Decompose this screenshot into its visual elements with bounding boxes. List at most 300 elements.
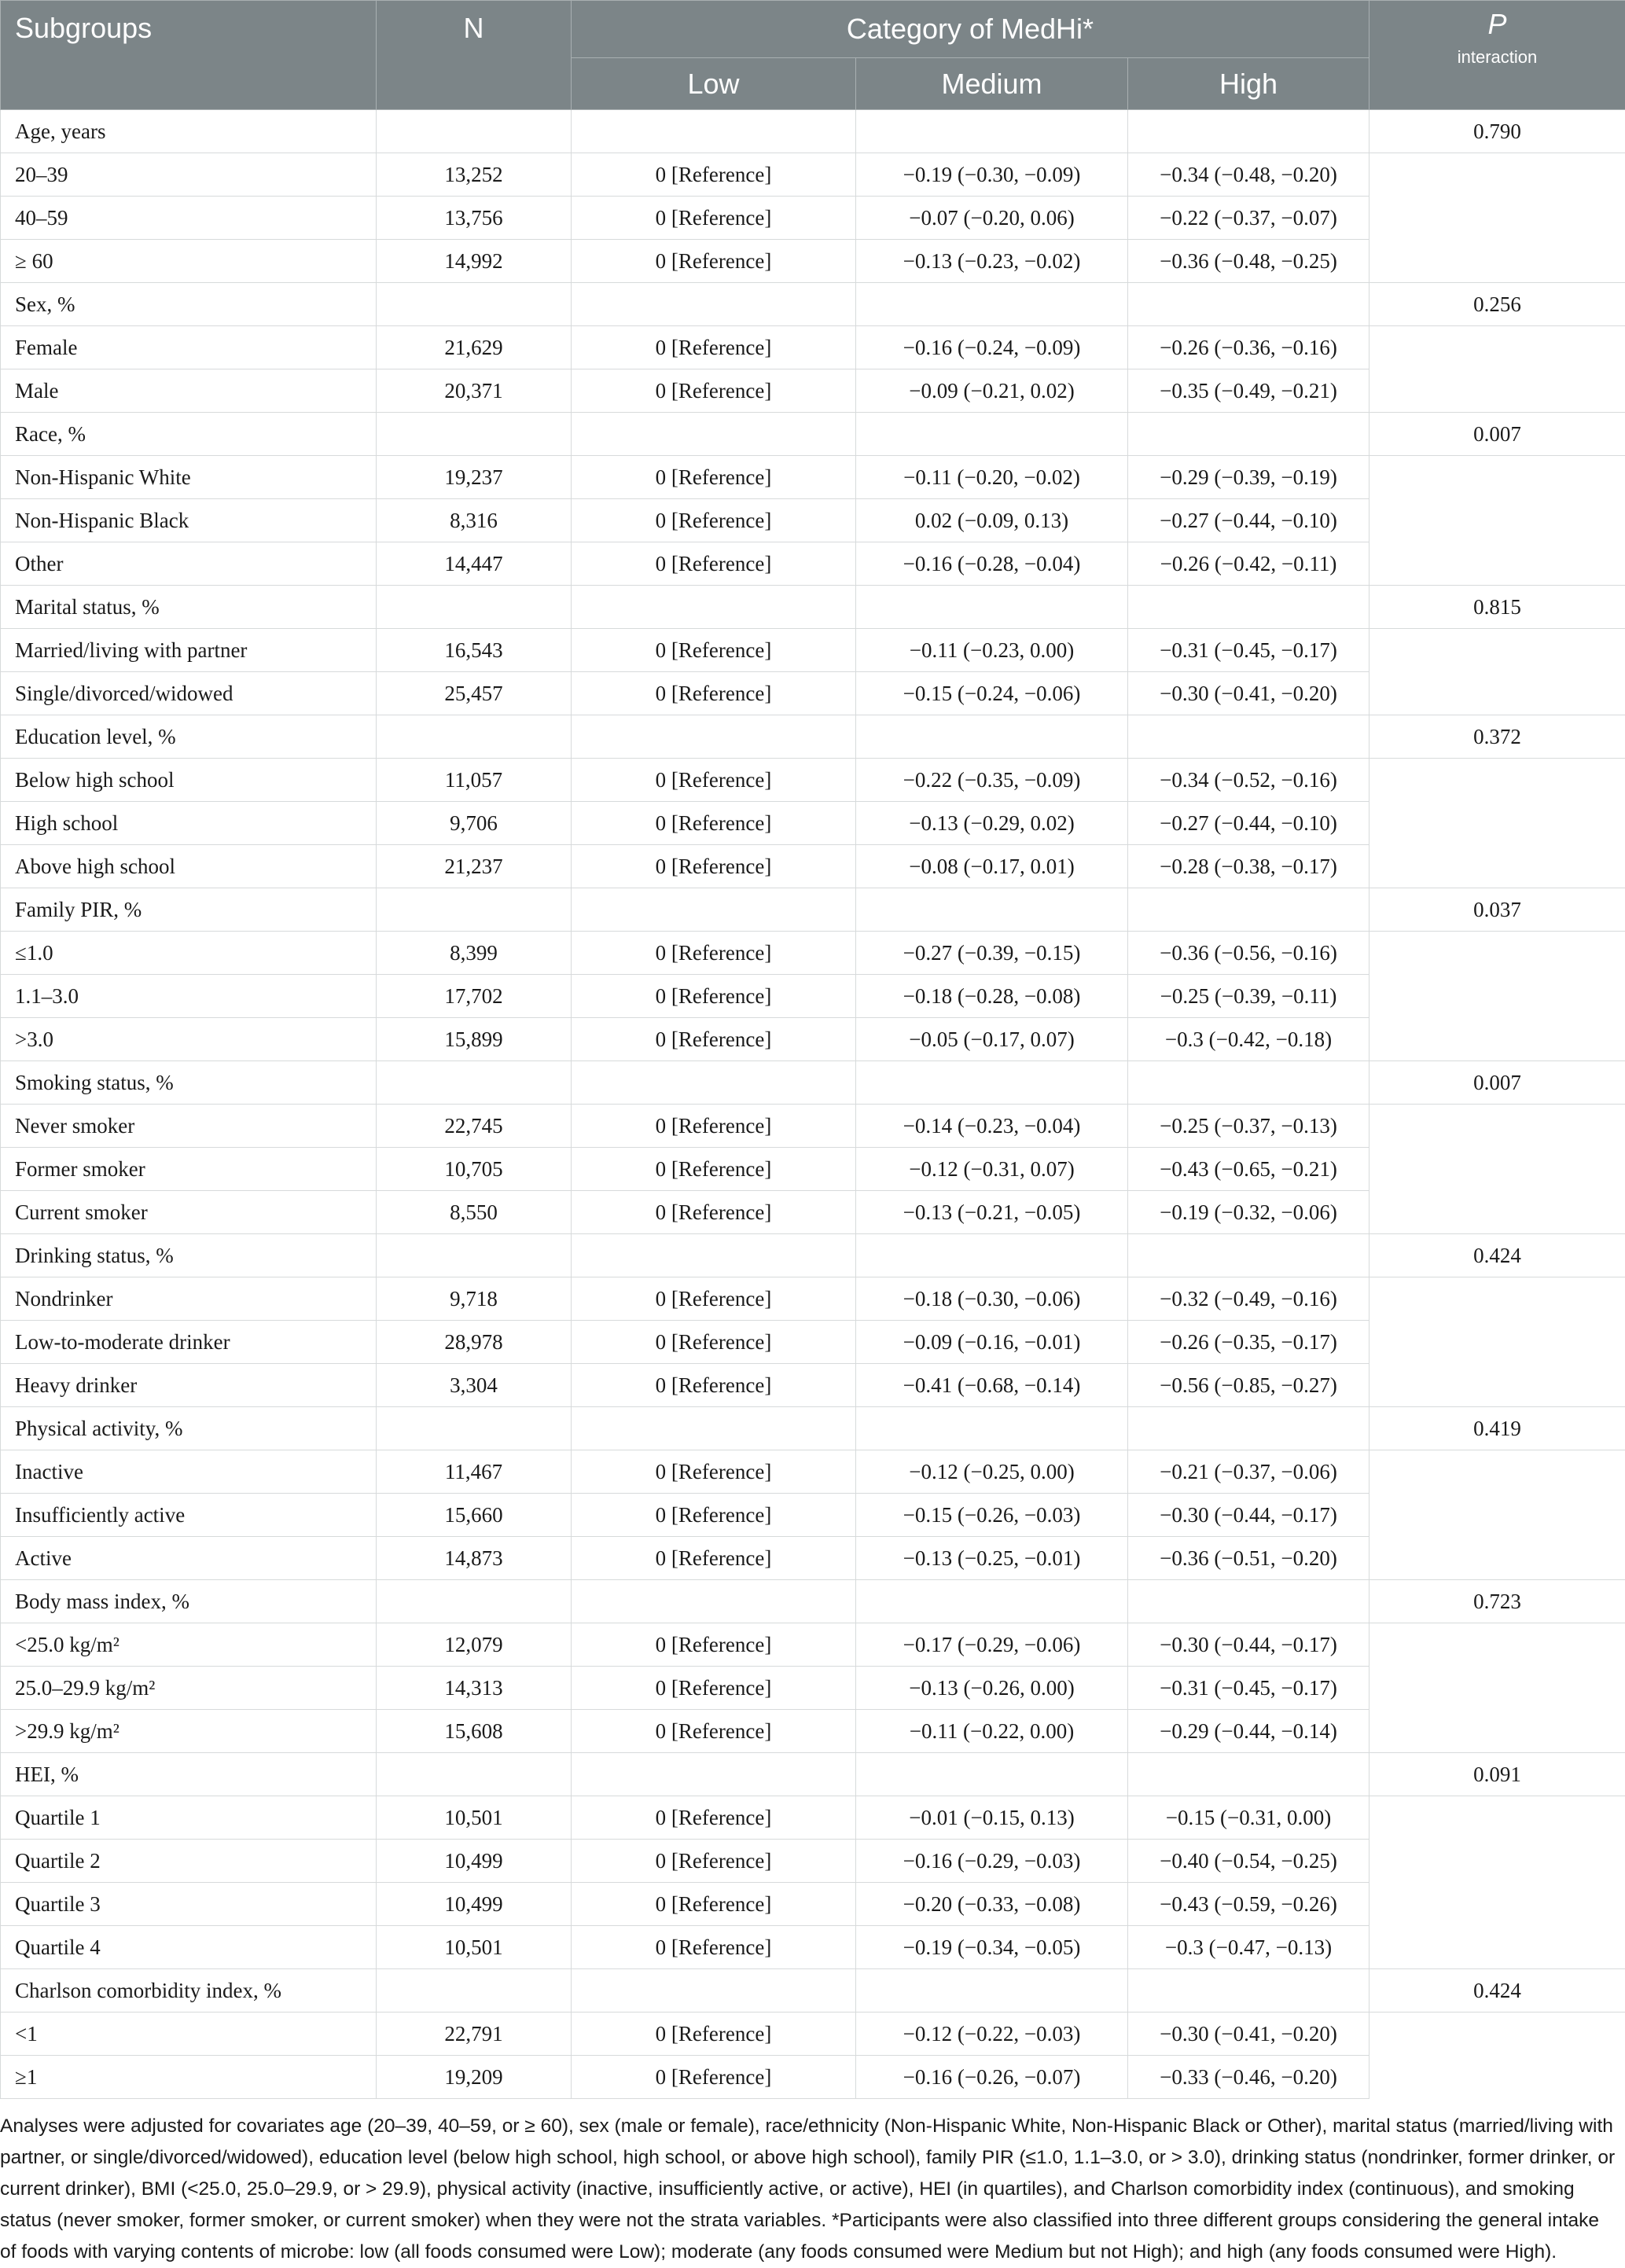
low-cell: 0 [Reference] bbox=[572, 456, 856, 499]
subgroup-cell: Married/living with partner bbox=[1, 629, 377, 672]
table-header bbox=[1, 1, 1625, 110]
low-cell: 0 [Reference] bbox=[572, 672, 856, 715]
high-cell: −0.25 (−0.37, −0.13) bbox=[1128, 1105, 1369, 1148]
p-interaction-cell bbox=[1369, 1623, 1625, 1667]
table-footnote: Analyses were adjusted for covariates age (20–39, 40–59, or ≥ 60), sex (male or female), race/ethnicity (Non-Hispanic White, Non-Hispanic Black or Other), marital status (married/living with partner, or single/divorced/widowed), education level (below high school, high school, or above high school), family PIR (≤1.0, 1.1–3.0, or > 3.0), drinking status (nondrinker, former drinker, or current drinker), BMI (<25.0, 25.0–29.9, or > 29.9), physical activity (inactive, insufficiently active, or active), HEI (in quartiles), and Charlson comorbidity index (continuous), and smoking status (never smoker, former smoker, or current smoker) when they were not the strata variables. *Participants were also classified into three different groups considering the general intake of foods with varying contents of microbe: low (all foods consumed were Low); moderate (any foods consumed were Medium but not High); and high (any foods consumed were High). bbox=[0, 2111, 1616, 2268]
table-row bbox=[1, 1450, 1625, 1494]
p-interaction-cell: 0.372 bbox=[1369, 715, 1625, 759]
high-cell: −0.22 (−0.37, −0.07) bbox=[1128, 197, 1369, 240]
subgroup-cell: Female bbox=[1, 326, 377, 369]
high-cell: −0.26 (−0.35, −0.17) bbox=[1128, 1321, 1369, 1364]
n-cell bbox=[377, 1580, 572, 1623]
high-cell: −0.43 (−0.59, −0.26) bbox=[1128, 1883, 1369, 1926]
high-cell: −0.25 (−0.39, −0.11) bbox=[1128, 975, 1369, 1018]
p-interaction-cell bbox=[1369, 1926, 1625, 1969]
p-interaction-cell bbox=[1369, 2056, 1625, 2099]
high-cell: −0.35 (−0.49, −0.21) bbox=[1128, 369, 1369, 413]
n-cell bbox=[377, 1969, 572, 2013]
low-cell: 0 [Reference] bbox=[572, 1883, 856, 1926]
p-interaction-cell: 0.815 bbox=[1369, 586, 1625, 629]
low-cell: 0 [Reference] bbox=[572, 1364, 856, 1407]
low-cell: 0 [Reference] bbox=[572, 1623, 856, 1667]
n-cell: 10,499 bbox=[377, 1840, 572, 1883]
group-row bbox=[1, 110, 1625, 153]
high-cell: −0.36 (−0.48, −0.25) bbox=[1128, 240, 1369, 283]
high-cell: −0.29 (−0.39, −0.19) bbox=[1128, 456, 1369, 499]
n-cell: 19,237 bbox=[377, 456, 572, 499]
table-row bbox=[1, 1321, 1625, 1364]
subgroup-cell: Drinking status, % bbox=[1, 1234, 377, 1277]
subgroup-cell: Non-Hispanic White bbox=[1, 456, 377, 499]
medium-cell: −0.07 (−0.20, 0.06) bbox=[856, 197, 1128, 240]
table-row bbox=[1, 1018, 1625, 1061]
low-cell: 0 [Reference] bbox=[572, 1710, 856, 1753]
table-row bbox=[1, 369, 1625, 413]
table-row bbox=[1, 1191, 1625, 1234]
subgroup-cell: 40–59 bbox=[1, 197, 377, 240]
high-cell: −0.30 (−0.44, −0.17) bbox=[1128, 1623, 1369, 1667]
low-cell: 0 [Reference] bbox=[572, 1537, 856, 1580]
low-cell: 0 [Reference] bbox=[572, 1926, 856, 1969]
high-cell: −0.26 (−0.36, −0.16) bbox=[1128, 326, 1369, 369]
medium-cell bbox=[856, 283, 1128, 326]
subgroup-cell: Quartile 3 bbox=[1, 1883, 377, 1926]
high-cell: −0.43 (−0.65, −0.21) bbox=[1128, 1148, 1369, 1191]
subgroup-cell: Education level, % bbox=[1, 715, 377, 759]
high-cell: −0.3 (−0.47, −0.13) bbox=[1128, 1926, 1369, 1969]
medium-cell bbox=[856, 1753, 1128, 1796]
n-cell: 14,447 bbox=[377, 542, 572, 586]
n-cell: 10,501 bbox=[377, 1796, 572, 1840]
n-cell: 25,457 bbox=[377, 672, 572, 715]
p-interaction-cell: 0.007 bbox=[1369, 1061, 1625, 1105]
table-row bbox=[1, 2013, 1625, 2056]
medium-cell: −0.18 (−0.28, −0.08) bbox=[856, 975, 1128, 1018]
subgroup-cell: Low-to-moderate drinker bbox=[1, 1321, 377, 1364]
low-cell bbox=[572, 715, 856, 759]
low-cell: 0 [Reference] bbox=[572, 1796, 856, 1840]
n-header: N bbox=[377, 1, 572, 110]
high-cell: −0.27 (−0.44, −0.10) bbox=[1128, 499, 1369, 542]
p-label: P bbox=[1384, 9, 1611, 40]
p-interaction-cell bbox=[1369, 1840, 1625, 1883]
medium-cell: −0.18 (−0.30, −0.06) bbox=[856, 1277, 1128, 1321]
low-cell: 0 [Reference] bbox=[572, 845, 856, 888]
subgroup-cell: HEI, % bbox=[1, 1753, 377, 1796]
high-cell bbox=[1128, 586, 1369, 629]
medium-cell: −0.16 (−0.29, −0.03) bbox=[856, 1840, 1128, 1883]
group-row bbox=[1, 1234, 1625, 1277]
group-row bbox=[1, 1969, 1625, 2013]
subgroup-cell: Heavy drinker bbox=[1, 1364, 377, 1407]
low-cell: 0 [Reference] bbox=[572, 1018, 856, 1061]
medium-cell: −0.09 (−0.16, −0.01) bbox=[856, 1321, 1128, 1364]
low-cell bbox=[572, 413, 856, 456]
n-cell bbox=[377, 888, 572, 932]
p-interaction-cell bbox=[1369, 1883, 1625, 1926]
p-interaction-cell bbox=[1369, 240, 1625, 283]
medium-cell: −0.20 (−0.33, −0.08) bbox=[856, 1883, 1128, 1926]
low-cell: 0 [Reference] bbox=[572, 1840, 856, 1883]
high-cell: −0.36 (−0.56, −0.16) bbox=[1128, 932, 1369, 975]
table-row bbox=[1, 932, 1625, 975]
medium-cell: −0.13 (−0.25, −0.01) bbox=[856, 1537, 1128, 1580]
p-interaction-cell bbox=[1369, 759, 1625, 802]
high-cell: −0.3 (−0.42, −0.18) bbox=[1128, 1018, 1369, 1061]
medium-cell bbox=[856, 1234, 1128, 1277]
p-interaction-cell: 0.790 bbox=[1369, 110, 1625, 153]
low-cell: 0 [Reference] bbox=[572, 153, 856, 197]
p-interaction-cell bbox=[1369, 1537, 1625, 1580]
p-interaction-cell: 0.007 bbox=[1369, 413, 1625, 456]
high-cell: −0.33 (−0.46, −0.20) bbox=[1128, 2056, 1369, 2099]
n-cell: 11,057 bbox=[377, 759, 572, 802]
medium-cell: −0.09 (−0.21, 0.02) bbox=[856, 369, 1128, 413]
high-cell bbox=[1128, 110, 1369, 153]
p-interaction-cell bbox=[1369, 1450, 1625, 1494]
group-row bbox=[1, 1407, 1625, 1450]
p-interaction-cell bbox=[1369, 1364, 1625, 1407]
subgroup-cell: Never smoker bbox=[1, 1105, 377, 1148]
low-cell: 0 [Reference] bbox=[572, 975, 856, 1018]
high-cell: −0.56 (−0.85, −0.27) bbox=[1128, 1364, 1369, 1407]
low-cell: 0 [Reference] bbox=[572, 1321, 856, 1364]
high-cell: −0.40 (−0.54, −0.25) bbox=[1128, 1840, 1369, 1883]
medium-cell: −0.01 (−0.15, 0.13) bbox=[856, 1796, 1128, 1840]
p-interaction-cell bbox=[1369, 672, 1625, 715]
table-row bbox=[1, 1883, 1625, 1926]
medium-cell: −0.11 (−0.20, −0.02) bbox=[856, 456, 1128, 499]
medium-cell: −0.16 (−0.24, −0.09) bbox=[856, 326, 1128, 369]
n-cell: 16,543 bbox=[377, 629, 572, 672]
high-cell bbox=[1128, 1234, 1369, 1277]
high-cell: −0.19 (−0.32, −0.06) bbox=[1128, 1191, 1369, 1234]
high-cell bbox=[1128, 715, 1369, 759]
medium-cell: −0.16 (−0.28, −0.04) bbox=[856, 542, 1128, 586]
low-cell: 0 [Reference] bbox=[572, 1450, 856, 1494]
medium-cell: −0.15 (−0.26, −0.03) bbox=[856, 1494, 1128, 1537]
high-cell bbox=[1128, 1580, 1369, 1623]
low-header: Low bbox=[572, 58, 856, 110]
medium-cell bbox=[856, 1061, 1128, 1105]
high-cell bbox=[1128, 283, 1369, 326]
n-cell bbox=[377, 413, 572, 456]
high-cell: −0.32 (−0.49, −0.16) bbox=[1128, 1277, 1369, 1321]
subgroup-cell: Other bbox=[1, 542, 377, 586]
subgroup-cell: Charlson comorbidity index, % bbox=[1, 1969, 377, 2013]
subgroup-cell: 25.0–29.9 kg/m² bbox=[1, 1667, 377, 1710]
subgroup-cell: Former smoker bbox=[1, 1148, 377, 1191]
p-interaction-cell: 0.424 bbox=[1369, 1234, 1625, 1277]
table-row bbox=[1, 629, 1625, 672]
p-interaction-cell: 0.419 bbox=[1369, 1407, 1625, 1450]
n-cell: 22,791 bbox=[377, 2013, 572, 2056]
p-interaction-cell bbox=[1369, 629, 1625, 672]
group-row bbox=[1, 413, 1625, 456]
n-cell: 10,705 bbox=[377, 1148, 572, 1191]
table-row bbox=[1, 1796, 1625, 1840]
n-cell bbox=[377, 110, 572, 153]
low-cell: 0 [Reference] bbox=[572, 326, 856, 369]
n-cell: 12,079 bbox=[377, 1623, 572, 1667]
low-cell bbox=[572, 1407, 856, 1450]
p-interaction-cell bbox=[1369, 1667, 1625, 1710]
n-cell: 11,467 bbox=[377, 1450, 572, 1494]
table-row bbox=[1, 1105, 1625, 1148]
p-interaction-cell bbox=[1369, 1321, 1625, 1364]
low-cell: 0 [Reference] bbox=[572, 1494, 856, 1537]
p-interaction-cell bbox=[1369, 197, 1625, 240]
medium-header: Medium bbox=[856, 58, 1128, 110]
low-cell: 0 [Reference] bbox=[572, 499, 856, 542]
high-cell: −0.15 (−0.31, 0.00) bbox=[1128, 1796, 1369, 1840]
low-cell bbox=[572, 1234, 856, 1277]
low-cell bbox=[572, 1580, 856, 1623]
medium-cell: −0.11 (−0.23, 0.00) bbox=[856, 629, 1128, 672]
group-row bbox=[1, 1061, 1625, 1105]
p-interaction-cell bbox=[1369, 369, 1625, 413]
high-cell: −0.36 (−0.51, −0.20) bbox=[1128, 1537, 1369, 1580]
low-cell bbox=[572, 1753, 856, 1796]
table-row bbox=[1, 1364, 1625, 1407]
medium-cell: −0.17 (−0.29, −0.06) bbox=[856, 1623, 1128, 1667]
subgroup-cell: 20–39 bbox=[1, 153, 377, 197]
low-cell: 0 [Reference] bbox=[572, 197, 856, 240]
low-cell: 0 [Reference] bbox=[572, 2013, 856, 2056]
subgroup-cell: Sex, % bbox=[1, 283, 377, 326]
table-row bbox=[1, 672, 1625, 715]
p-interaction-cell bbox=[1369, 1710, 1625, 1753]
n-cell: 10,499 bbox=[377, 1883, 572, 1926]
n-cell: 10,501 bbox=[377, 1926, 572, 1969]
medium-cell: −0.12 (−0.22, −0.03) bbox=[856, 2013, 1128, 2056]
subgroup-cell: ≥1 bbox=[1, 2056, 377, 2099]
n-cell: 15,660 bbox=[377, 1494, 572, 1537]
low-cell: 0 [Reference] bbox=[572, 759, 856, 802]
p-interaction-header bbox=[1369, 1, 1625, 110]
high-cell: −0.26 (−0.42, −0.11) bbox=[1128, 542, 1369, 586]
low-cell: 0 [Reference] bbox=[572, 369, 856, 413]
medium-cell: 0.02 (−0.09, 0.13) bbox=[856, 499, 1128, 542]
medium-cell: −0.13 (−0.26, 0.00) bbox=[856, 1667, 1128, 1710]
n-cell: 9,718 bbox=[377, 1277, 572, 1321]
table-row bbox=[1, 845, 1625, 888]
medium-cell: −0.12 (−0.31, 0.07) bbox=[856, 1148, 1128, 1191]
n-cell bbox=[377, 1061, 572, 1105]
subgroup-cell: 1.1–3.0 bbox=[1, 975, 377, 1018]
table-row bbox=[1, 2056, 1625, 2099]
subgroup-cell: Age, years bbox=[1, 110, 377, 153]
category-header: Category of MedHi* bbox=[572, 1, 1369, 58]
medium-cell bbox=[856, 1407, 1128, 1450]
p-interaction-cell bbox=[1369, 1148, 1625, 1191]
medium-cell bbox=[856, 110, 1128, 153]
medium-cell bbox=[856, 715, 1128, 759]
low-cell bbox=[572, 283, 856, 326]
subgroups-header: Subgroups bbox=[1, 1, 377, 110]
low-cell bbox=[572, 110, 856, 153]
low-cell: 0 [Reference] bbox=[572, 240, 856, 283]
high-cell bbox=[1128, 1061, 1369, 1105]
high-cell: −0.31 (−0.45, −0.17) bbox=[1128, 629, 1369, 672]
low-cell bbox=[572, 1969, 856, 2013]
low-cell: 0 [Reference] bbox=[572, 1191, 856, 1234]
table-row bbox=[1, 1840, 1625, 1883]
medium-cell bbox=[856, 1580, 1128, 1623]
high-cell: −0.28 (−0.38, −0.17) bbox=[1128, 845, 1369, 888]
medium-cell: −0.11 (−0.22, 0.00) bbox=[856, 1710, 1128, 1753]
low-cell: 0 [Reference] bbox=[572, 932, 856, 975]
n-cell: 14,313 bbox=[377, 1667, 572, 1710]
table-row bbox=[1, 153, 1625, 197]
subgroup-cell: Marital status, % bbox=[1, 586, 377, 629]
table-row bbox=[1, 326, 1625, 369]
table-row bbox=[1, 1277, 1625, 1321]
p-interaction-cell bbox=[1369, 499, 1625, 542]
table-row bbox=[1, 499, 1625, 542]
n-cell bbox=[377, 1753, 572, 1796]
subgroup-cell: Insufficiently active bbox=[1, 1494, 377, 1537]
p-interaction-cell bbox=[1369, 542, 1625, 586]
high-cell bbox=[1128, 888, 1369, 932]
low-cell bbox=[572, 586, 856, 629]
high-cell: −0.30 (−0.41, −0.20) bbox=[1128, 672, 1369, 715]
p-interaction-cell bbox=[1369, 845, 1625, 888]
low-cell: 0 [Reference] bbox=[572, 629, 856, 672]
p-interaction-cell bbox=[1369, 2013, 1625, 2056]
subgroup-cell: High school bbox=[1, 802, 377, 845]
table-row bbox=[1, 240, 1625, 283]
subgroup-cell: Quartile 4 bbox=[1, 1926, 377, 1969]
table-row bbox=[1, 1926, 1625, 1969]
medium-cell bbox=[856, 586, 1128, 629]
medium-cell: −0.05 (−0.17, 0.07) bbox=[856, 1018, 1128, 1061]
n-cell bbox=[377, 715, 572, 759]
low-cell: 0 [Reference] bbox=[572, 2056, 856, 2099]
high-cell: −0.31 (−0.45, −0.17) bbox=[1128, 1667, 1369, 1710]
n-cell: 13,756 bbox=[377, 197, 572, 240]
subgroup-cell: <25.0 kg/m² bbox=[1, 1623, 377, 1667]
subgroup-cell: Single/divorced/widowed bbox=[1, 672, 377, 715]
subgroup-cell: >3.0 bbox=[1, 1018, 377, 1061]
low-cell: 0 [Reference] bbox=[572, 1277, 856, 1321]
high-cell: −0.30 (−0.41, −0.20) bbox=[1128, 2013, 1369, 2056]
low-cell: 0 [Reference] bbox=[572, 542, 856, 586]
p-interaction-cell bbox=[1369, 975, 1625, 1018]
medium-cell: −0.27 (−0.39, −0.15) bbox=[856, 932, 1128, 975]
n-cell: 28,978 bbox=[377, 1321, 572, 1364]
n-cell: 3,304 bbox=[377, 1364, 572, 1407]
high-cell bbox=[1128, 1969, 1369, 2013]
n-cell: 15,608 bbox=[377, 1710, 572, 1753]
table-row bbox=[1, 1623, 1625, 1667]
n-cell: 8,399 bbox=[377, 932, 572, 975]
subgroup-cell: ≤1.0 bbox=[1, 932, 377, 975]
p-interaction-cell bbox=[1369, 456, 1625, 499]
group-row bbox=[1, 283, 1625, 326]
n-cell: 13,252 bbox=[377, 153, 572, 197]
n-cell: 20,371 bbox=[377, 369, 572, 413]
low-cell: 0 [Reference] bbox=[572, 802, 856, 845]
table-body bbox=[1, 110, 1625, 2099]
high-cell: −0.29 (−0.44, −0.14) bbox=[1128, 1710, 1369, 1753]
table-row bbox=[1, 1148, 1625, 1191]
n-cell bbox=[377, 586, 572, 629]
group-row bbox=[1, 1580, 1625, 1623]
group-row bbox=[1, 586, 1625, 629]
group-row bbox=[1, 1753, 1625, 1796]
p-interaction-cell bbox=[1369, 1494, 1625, 1537]
subgroup-cell: Quartile 1 bbox=[1, 1796, 377, 1840]
medium-cell: −0.22 (−0.35, −0.09) bbox=[856, 759, 1128, 802]
subgroup-cell: Physical activity, % bbox=[1, 1407, 377, 1450]
subgroup-cell: Current smoker bbox=[1, 1191, 377, 1234]
table-row bbox=[1, 1494, 1625, 1537]
table-row bbox=[1, 456, 1625, 499]
p-interaction-cell bbox=[1369, 153, 1625, 197]
low-cell: 0 [Reference] bbox=[572, 1105, 856, 1148]
medium-cell bbox=[856, 1969, 1128, 2013]
p-interaction-cell bbox=[1369, 1018, 1625, 1061]
group-row bbox=[1, 715, 1625, 759]
n-cell: 8,550 bbox=[377, 1191, 572, 1234]
low-cell bbox=[572, 888, 856, 932]
subgroup-cell: Non-Hispanic Black bbox=[1, 499, 377, 542]
table-row bbox=[1, 759, 1625, 802]
p-interaction-cell bbox=[1369, 1105, 1625, 1148]
p-interaction-cell: 0.037 bbox=[1369, 888, 1625, 932]
medium-cell: −0.16 (−0.26, −0.07) bbox=[856, 2056, 1128, 2099]
p-interaction-cell bbox=[1369, 932, 1625, 975]
n-cell: 14,992 bbox=[377, 240, 572, 283]
high-cell: −0.34 (−0.52, −0.16) bbox=[1128, 759, 1369, 802]
p-interaction-cell: 0.723 bbox=[1369, 1580, 1625, 1623]
table-row bbox=[1, 197, 1625, 240]
subgroup-cell: Male bbox=[1, 369, 377, 413]
high-cell bbox=[1128, 1753, 1369, 1796]
medium-cell bbox=[856, 888, 1128, 932]
n-cell bbox=[377, 1234, 572, 1277]
subgroup-cell: Active bbox=[1, 1537, 377, 1580]
n-cell bbox=[377, 283, 572, 326]
subgroup-cell: Family PIR, % bbox=[1, 888, 377, 932]
subgroup-cell: <1 bbox=[1, 2013, 377, 2056]
p-interaction-cell: 0.091 bbox=[1369, 1753, 1625, 1796]
medium-cell: −0.13 (−0.21, −0.05) bbox=[856, 1191, 1128, 1234]
medium-cell bbox=[856, 413, 1128, 456]
high-cell: −0.30 (−0.44, −0.17) bbox=[1128, 1494, 1369, 1537]
subgroup-cell: Below high school bbox=[1, 759, 377, 802]
p-interaction-cell bbox=[1369, 326, 1625, 369]
subgroup-cell: Quartile 2 bbox=[1, 1840, 377, 1883]
high-cell bbox=[1128, 1407, 1369, 1450]
n-cell: 15,899 bbox=[377, 1018, 572, 1061]
low-cell: 0 [Reference] bbox=[572, 1667, 856, 1710]
group-row bbox=[1, 888, 1625, 932]
p-interaction-cell bbox=[1369, 1796, 1625, 1840]
p-subscript: interaction bbox=[1384, 48, 1611, 67]
high-cell: −0.34 (−0.48, −0.20) bbox=[1128, 153, 1369, 197]
table-row bbox=[1, 975, 1625, 1018]
high-cell: −0.21 (−0.37, −0.06) bbox=[1128, 1450, 1369, 1494]
medium-cell: −0.08 (−0.17, 0.01) bbox=[856, 845, 1128, 888]
subgroup-cell: Above high school bbox=[1, 845, 377, 888]
n-cell bbox=[377, 1407, 572, 1450]
n-cell: 21,629 bbox=[377, 326, 572, 369]
subgroup-cell: Body mass index, % bbox=[1, 1580, 377, 1623]
n-cell: 19,209 bbox=[377, 2056, 572, 2099]
medium-cell: −0.13 (−0.23, −0.02) bbox=[856, 240, 1128, 283]
